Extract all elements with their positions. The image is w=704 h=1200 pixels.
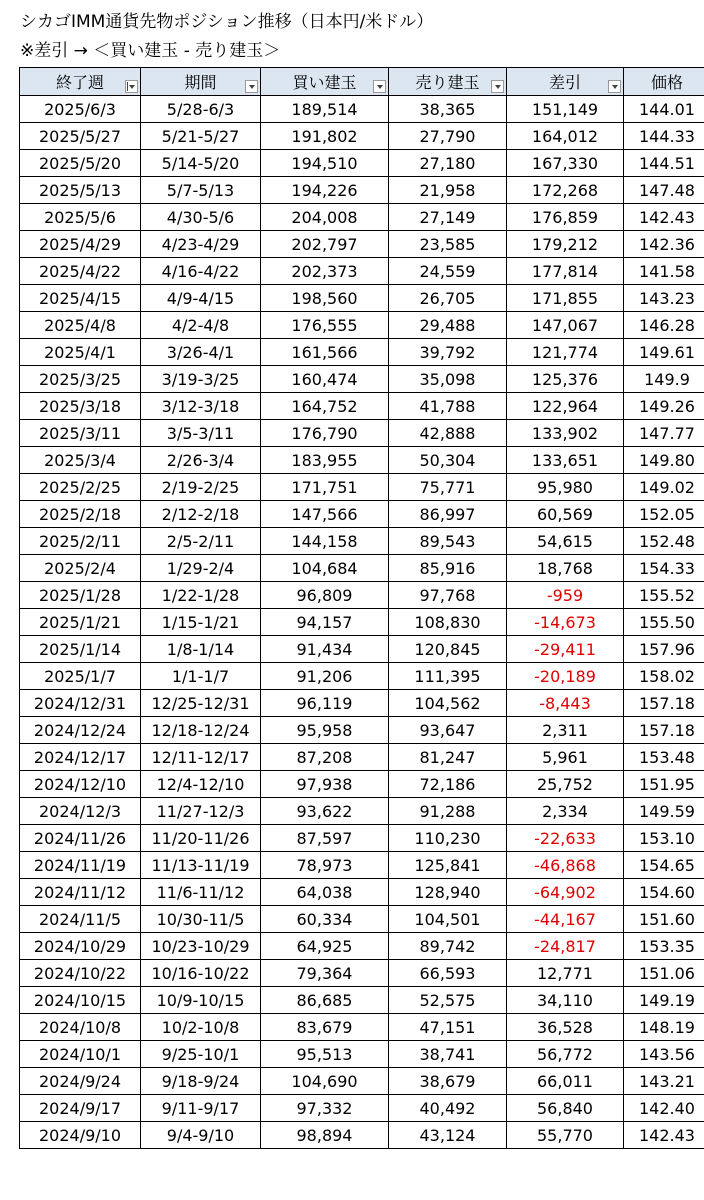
cell-short-positions: 104,501 (389, 906, 507, 933)
cell-net-position: -20,189 (507, 663, 624, 690)
cell-week-end: 2025/5/20 (20, 150, 141, 177)
cell-period: 10/16-10/22 (141, 960, 261, 987)
cell-week-end: 2025/3/25 (20, 366, 141, 393)
cell-net-position: 2,334 (507, 798, 624, 825)
cell-period: 4/9-4/15 (141, 285, 261, 312)
cell-price: 143.21 (624, 1068, 704, 1095)
cell-week-end: 2025/1/7 (20, 663, 141, 690)
table-row (20, 609, 704, 636)
cell-price: 154.33 (624, 555, 704, 582)
cell-period: 12/4-12/10 (141, 771, 261, 798)
cell-net-position: 12,771 (507, 960, 624, 987)
cell-price: 142.43 (624, 1122, 704, 1149)
cell-period: 12/11-12/17 (141, 744, 261, 771)
cell-net-position: 5,961 (507, 744, 624, 771)
cell-short-positions: 89,543 (389, 528, 507, 555)
cell-short-positions: 72,186 (389, 771, 507, 798)
cell-period: 9/18-9/24 (141, 1068, 261, 1095)
cell-net-position: -29,411 (507, 636, 624, 663)
column-header-label: 期間 (184, 73, 217, 92)
table-row (20, 744, 704, 771)
cell-week-end: 2025/3/4 (20, 447, 141, 474)
cell-period: 9/11-9/17 (141, 1095, 261, 1122)
cell-net-position: -44,167 (507, 906, 624, 933)
cell-long-positions: 78,973 (261, 852, 389, 879)
cell-long-positions: 94,157 (261, 609, 389, 636)
cell-short-positions: 52,575 (389, 987, 507, 1014)
table-row (20, 258, 704, 285)
cell-price: 143.56 (624, 1041, 704, 1068)
cell-price: 149.02 (624, 474, 704, 501)
column-header-net-position (507, 68, 624, 96)
table-row (20, 555, 704, 582)
cell-price: 151.06 (624, 960, 704, 987)
cell-short-positions: 27,149 (389, 204, 507, 231)
cell-long-positions: 189,514 (261, 96, 389, 123)
cell-period: 11/20-11/26 (141, 825, 261, 852)
cell-week-end: 2024/12/31 (20, 690, 141, 717)
cell-short-positions: 86,997 (389, 501, 507, 528)
cell-price: 158.02 (624, 663, 704, 690)
cell-price: 157.96 (624, 636, 704, 663)
table-row (20, 663, 704, 690)
column-header-label: 差引 (548, 73, 581, 92)
cell-short-positions: 128,940 (389, 879, 507, 906)
table-row (20, 825, 704, 852)
cell-price: 149.61 (624, 339, 704, 366)
cell-net-position: 56,772 (507, 1041, 624, 1068)
cell-price: 149.9 (624, 366, 704, 393)
cell-price: 157.18 (624, 690, 704, 717)
cell-price: 155.50 (624, 609, 704, 636)
cell-long-positions: 104,690 (261, 1068, 389, 1095)
cell-period: 12/18-12/24 (141, 717, 261, 744)
cell-period: 1/29-2/4 (141, 555, 261, 582)
cell-long-positions: 202,797 (261, 231, 389, 258)
column-header-price (624, 68, 704, 96)
filter-dropdown-icon[interactable] (245, 80, 258, 93)
cell-week-end: 2025/2/25 (20, 474, 141, 501)
cell-net-position: 151,149 (507, 96, 624, 123)
cell-price: 155.52 (624, 582, 704, 609)
cell-short-positions: 38,365 (389, 96, 507, 123)
cell-period: 10/23-10/29 (141, 933, 261, 960)
cell-price: 151.95 (624, 771, 704, 798)
table-row (20, 1041, 704, 1068)
cell-long-positions: 198,560 (261, 285, 389, 312)
cell-price: 144.33 (624, 123, 704, 150)
cell-period: 4/16-4/22 (141, 258, 261, 285)
cell-long-positions: 160,474 (261, 366, 389, 393)
cell-net-position: 54,615 (507, 528, 624, 555)
column-header-long-positions (261, 68, 389, 96)
table-row (20, 1095, 704, 1122)
cell-period: 9/25-10/1 (141, 1041, 261, 1068)
cell-long-positions: 194,226 (261, 177, 389, 204)
cell-short-positions: 39,792 (389, 339, 507, 366)
cell-short-positions: 81,247 (389, 744, 507, 771)
cell-period: 1/8-1/14 (141, 636, 261, 663)
filter-dropdown-icon[interactable] (373, 80, 386, 93)
cell-net-position: 172,268 (507, 177, 624, 204)
cell-short-positions: 23,585 (389, 231, 507, 258)
cell-short-positions: 29,488 (389, 312, 507, 339)
cell-short-positions: 27,790 (389, 123, 507, 150)
cell-week-end: 2025/3/18 (20, 393, 141, 420)
cell-price: 149.59 (624, 798, 704, 825)
cell-long-positions: 64,925 (261, 933, 389, 960)
cell-net-position: 66,011 (507, 1068, 624, 1095)
cell-period: 1/22-1/28 (141, 582, 261, 609)
cell-short-positions: 38,679 (389, 1068, 507, 1095)
cell-week-end: 2025/2/18 (20, 501, 141, 528)
cell-short-positions: 38,741 (389, 1041, 507, 1068)
table-row (20, 1068, 704, 1095)
cell-long-positions: 194,510 (261, 150, 389, 177)
cell-period: 2/12-2/18 (141, 501, 261, 528)
cell-net-position: 25,752 (507, 771, 624, 798)
cell-net-position: 167,330 (507, 150, 624, 177)
cell-price: 151.60 (624, 906, 704, 933)
cell-period: 12/25-12/31 (141, 690, 261, 717)
table-row (20, 285, 704, 312)
cell-net-position: 122,964 (507, 393, 624, 420)
cell-period: 3/5-3/11 (141, 420, 261, 447)
cell-long-positions: 95,958 (261, 717, 389, 744)
table-body (20, 96, 704, 1149)
column-header-label: 売り建玉 (415, 73, 480, 92)
cell-long-positions: 87,597 (261, 825, 389, 852)
table-row (20, 717, 704, 744)
cell-short-positions: 24,559 (389, 258, 507, 285)
cell-net-position: 2,311 (507, 717, 624, 744)
cell-long-positions: 204,008 (261, 204, 389, 231)
column-header-period (141, 68, 261, 96)
cell-net-position: -8,443 (507, 690, 624, 717)
cell-price: 152.48 (624, 528, 704, 555)
table-row (20, 879, 704, 906)
cell-week-end: 2025/1/21 (20, 609, 141, 636)
table-row (20, 474, 704, 501)
column-header-week-end (20, 68, 141, 96)
table-row (20, 960, 704, 987)
cell-price: 153.35 (624, 933, 704, 960)
table-row (20, 96, 704, 123)
cell-long-positions: 96,119 (261, 690, 389, 717)
cell-price: 147.48 (624, 177, 704, 204)
cell-week-end: 2024/11/19 (20, 852, 141, 879)
cell-long-positions: 97,332 (261, 1095, 389, 1122)
cell-short-positions: 125,841 (389, 852, 507, 879)
cell-period: 3/12-3/18 (141, 393, 261, 420)
column-header-label: 買い建玉 (292, 73, 357, 92)
table-row (20, 231, 704, 258)
table-row (20, 582, 704, 609)
cell-price: 147.77 (624, 420, 704, 447)
cell-week-end: 2025/4/8 (20, 312, 141, 339)
cell-net-position: 95,980 (507, 474, 624, 501)
cell-price: 143.23 (624, 285, 704, 312)
cell-net-position: 171,855 (507, 285, 624, 312)
filter-dropdown-icon[interactable] (608, 80, 621, 93)
cell-price: 154.65 (624, 852, 704, 879)
cell-week-end: 2024/11/26 (20, 825, 141, 852)
cell-short-positions: 120,845 (389, 636, 507, 663)
cell-short-positions: 111,395 (389, 663, 507, 690)
cell-week-end: 2024/9/17 (20, 1095, 141, 1122)
cell-long-positions: 87,208 (261, 744, 389, 771)
cell-long-positions: 191,802 (261, 123, 389, 150)
table-row (20, 204, 704, 231)
cell-week-end: 2024/10/15 (20, 987, 141, 1014)
cell-long-positions: 98,894 (261, 1122, 389, 1149)
cell-period: 11/13-11/19 (141, 852, 261, 879)
cell-period: 3/19-3/25 (141, 366, 261, 393)
cell-price: 149.19 (624, 987, 704, 1014)
table-row (20, 447, 704, 474)
cell-short-positions: 91,288 (389, 798, 507, 825)
cell-long-positions: 91,206 (261, 663, 389, 690)
cell-week-end: 2025/2/11 (20, 528, 141, 555)
page-subtitle: ※差引 → ＜買い建玉 - 売り建玉＞ (20, 41, 281, 61)
table-row (20, 366, 704, 393)
cell-week-end: 2024/12/24 (20, 717, 141, 744)
cell-period: 2/19-2/25 (141, 474, 261, 501)
cell-price: 153.48 (624, 744, 704, 771)
cell-price: 149.26 (624, 393, 704, 420)
column-header-label: 終了週 (55, 73, 104, 92)
table-row (20, 798, 704, 825)
cell-week-end: 2025/1/28 (20, 582, 141, 609)
cell-long-positions: 144,158 (261, 528, 389, 555)
table-row (20, 852, 704, 879)
table-row (20, 150, 704, 177)
cell-period: 4/2-4/8 (141, 312, 261, 339)
table-row (20, 123, 704, 150)
cell-net-position: 164,012 (507, 123, 624, 150)
cell-short-positions: 89,742 (389, 933, 507, 960)
position-table (19, 67, 704, 1149)
cell-short-positions: 27,180 (389, 150, 507, 177)
column-header-short-positions (389, 68, 507, 96)
cell-short-positions: 93,647 (389, 717, 507, 744)
cell-week-end: 2024/10/8 (20, 1014, 141, 1041)
cell-long-positions: 171,751 (261, 474, 389, 501)
cell-net-position: 121,774 (507, 339, 624, 366)
cell-long-positions: 86,685 (261, 987, 389, 1014)
cell-price: 149.80 (624, 447, 704, 474)
cell-period: 11/27-12/3 (141, 798, 261, 825)
cell-short-positions: 21,958 (389, 177, 507, 204)
cell-long-positions: 95,513 (261, 1041, 389, 1068)
cell-week-end: 2025/4/22 (20, 258, 141, 285)
cell-net-position: 34,110 (507, 987, 624, 1014)
cell-period: 5/7-5/13 (141, 177, 261, 204)
cell-week-end: 2025/3/11 (20, 420, 141, 447)
cell-period: 10/9-10/15 (141, 987, 261, 1014)
cell-week-end: 2025/6/3 (20, 96, 141, 123)
cell-net-position: 177,814 (507, 258, 624, 285)
cell-short-positions: 35,098 (389, 366, 507, 393)
cell-week-end: 2024/11/12 (20, 879, 141, 906)
page-title: シカゴIMM通貨先物ポジション推移（日本円/米ドル） (20, 12, 434, 32)
cell-week-end: 2024/10/22 (20, 960, 141, 987)
cell-long-positions: 64,038 (261, 879, 389, 906)
table-row (20, 177, 704, 204)
cell-net-position: 36,528 (507, 1014, 624, 1041)
cell-long-positions: 60,334 (261, 906, 389, 933)
header-row (20, 68, 704, 96)
cell-net-position: -64,902 (507, 879, 624, 906)
cell-price: 148.19 (624, 1014, 704, 1041)
table-row (20, 933, 704, 960)
cell-net-position: -22,633 (507, 825, 624, 852)
cell-short-positions: 43,124 (389, 1122, 507, 1149)
cell-week-end: 2024/12/17 (20, 744, 141, 771)
table-row (20, 420, 704, 447)
cell-week-end: 2024/9/24 (20, 1068, 141, 1095)
cell-long-positions: 183,955 (261, 447, 389, 474)
table-row (20, 771, 704, 798)
table-row (20, 339, 704, 366)
cell-net-position: 179,212 (507, 231, 624, 258)
cell-short-positions: 97,768 (389, 582, 507, 609)
cell-net-position: 18,768 (507, 555, 624, 582)
cell-long-positions: 202,373 (261, 258, 389, 285)
table-row (20, 312, 704, 339)
cell-long-positions: 79,364 (261, 960, 389, 987)
cell-net-position: 133,902 (507, 420, 624, 447)
cell-long-positions: 164,752 (261, 393, 389, 420)
cell-long-positions: 91,434 (261, 636, 389, 663)
table-row (20, 636, 704, 663)
table-row (20, 690, 704, 717)
cell-net-position: -14,673 (507, 609, 624, 636)
cell-net-position: 176,859 (507, 204, 624, 231)
cell-week-end: 2024/10/29 (20, 933, 141, 960)
cell-price: 152.05 (624, 501, 704, 528)
cell-long-positions: 104,684 (261, 555, 389, 582)
cell-price: 142.36 (624, 231, 704, 258)
table-row (20, 393, 704, 420)
cell-price: 141.58 (624, 258, 704, 285)
cell-period: 4/23-4/29 (141, 231, 261, 258)
sort-filter-icon[interactable] (125, 80, 138, 93)
cell-price: 153.10 (624, 825, 704, 852)
cell-short-positions: 26,705 (389, 285, 507, 312)
cell-short-positions: 41,788 (389, 393, 507, 420)
cell-week-end: 2025/5/6 (20, 204, 141, 231)
cell-long-positions: 83,679 (261, 1014, 389, 1041)
cell-short-positions: 47,151 (389, 1014, 507, 1041)
cell-week-end: 2025/5/27 (20, 123, 141, 150)
cell-week-end: 2025/2/4 (20, 555, 141, 582)
cell-short-positions: 85,916 (389, 555, 507, 582)
table-row (20, 501, 704, 528)
cell-long-positions: 176,790 (261, 420, 389, 447)
cell-price: 142.40 (624, 1095, 704, 1122)
cell-long-positions: 176,555 (261, 312, 389, 339)
cell-short-positions: 42,888 (389, 420, 507, 447)
cell-period: 10/2-10/8 (141, 1014, 261, 1041)
cell-short-positions: 108,830 (389, 609, 507, 636)
cell-week-end: 2025/4/1 (20, 339, 141, 366)
cell-long-positions: 147,566 (261, 501, 389, 528)
cell-period: 5/28-6/3 (141, 96, 261, 123)
cell-long-positions: 97,938 (261, 771, 389, 798)
cell-period: 9/4-9/10 (141, 1122, 261, 1149)
cell-price: 154.60 (624, 879, 704, 906)
cell-short-positions: 66,593 (389, 960, 507, 987)
cell-net-position: 133,651 (507, 447, 624, 474)
cell-week-end: 2024/12/3 (20, 798, 141, 825)
table-row (20, 1014, 704, 1041)
table-row (20, 906, 704, 933)
cell-short-positions: 110,230 (389, 825, 507, 852)
cell-short-positions: 75,771 (389, 474, 507, 501)
cell-period: 2/5-2/11 (141, 528, 261, 555)
cell-net-position: 55,770 (507, 1122, 624, 1149)
cell-short-positions: 104,562 (389, 690, 507, 717)
cell-long-positions: 93,622 (261, 798, 389, 825)
cell-week-end: 2025/4/15 (20, 285, 141, 312)
cell-week-end: 2024/10/1 (20, 1041, 141, 1068)
cell-price: 144.01 (624, 96, 704, 123)
cell-short-positions: 40,492 (389, 1095, 507, 1122)
cell-period: 4/30-5/6 (141, 204, 261, 231)
column-header-label: 価格 (650, 73, 683, 92)
cell-price: 157.18 (624, 717, 704, 744)
cell-net-position: 147,067 (507, 312, 624, 339)
cell-period: 11/6-11/12 (141, 879, 261, 906)
cell-period: 1/15-1/21 (141, 609, 261, 636)
cell-period: 10/30-11/5 (141, 906, 261, 933)
cell-week-end: 2024/9/10 (20, 1122, 141, 1149)
cell-net-position: 60,569 (507, 501, 624, 528)
cell-period: 3/26-4/1 (141, 339, 261, 366)
cell-week-end: 2025/1/14 (20, 636, 141, 663)
cell-net-position: -46,868 (507, 852, 624, 879)
cell-net-position: -959 (507, 582, 624, 609)
table-row (20, 528, 704, 555)
cell-period: 5/21-5/27 (141, 123, 261, 150)
cell-period: 5/14-5/20 (141, 150, 261, 177)
filter-dropdown-icon[interactable] (491, 80, 504, 93)
cell-price: 146.28 (624, 312, 704, 339)
cell-week-end: 2025/5/13 (20, 177, 141, 204)
cell-period: 2/26-3/4 (141, 447, 261, 474)
cell-week-end: 2025/4/29 (20, 231, 141, 258)
cell-week-end: 2024/11/5 (20, 906, 141, 933)
table-row (20, 1122, 704, 1149)
cell-short-positions: 50,304 (389, 447, 507, 474)
cell-long-positions: 96,809 (261, 582, 389, 609)
cell-week-end: 2024/12/10 (20, 771, 141, 798)
cell-net-position: -24,817 (507, 933, 624, 960)
table-row (20, 987, 704, 1014)
cell-price: 144.51 (624, 150, 704, 177)
cell-net-position: 56,840 (507, 1095, 624, 1122)
cell-period: 1/1-1/7 (141, 663, 261, 690)
cell-net-position: 125,376 (507, 366, 624, 393)
cell-price: 142.43 (624, 204, 704, 231)
cell-long-positions: 161,566 (261, 339, 389, 366)
